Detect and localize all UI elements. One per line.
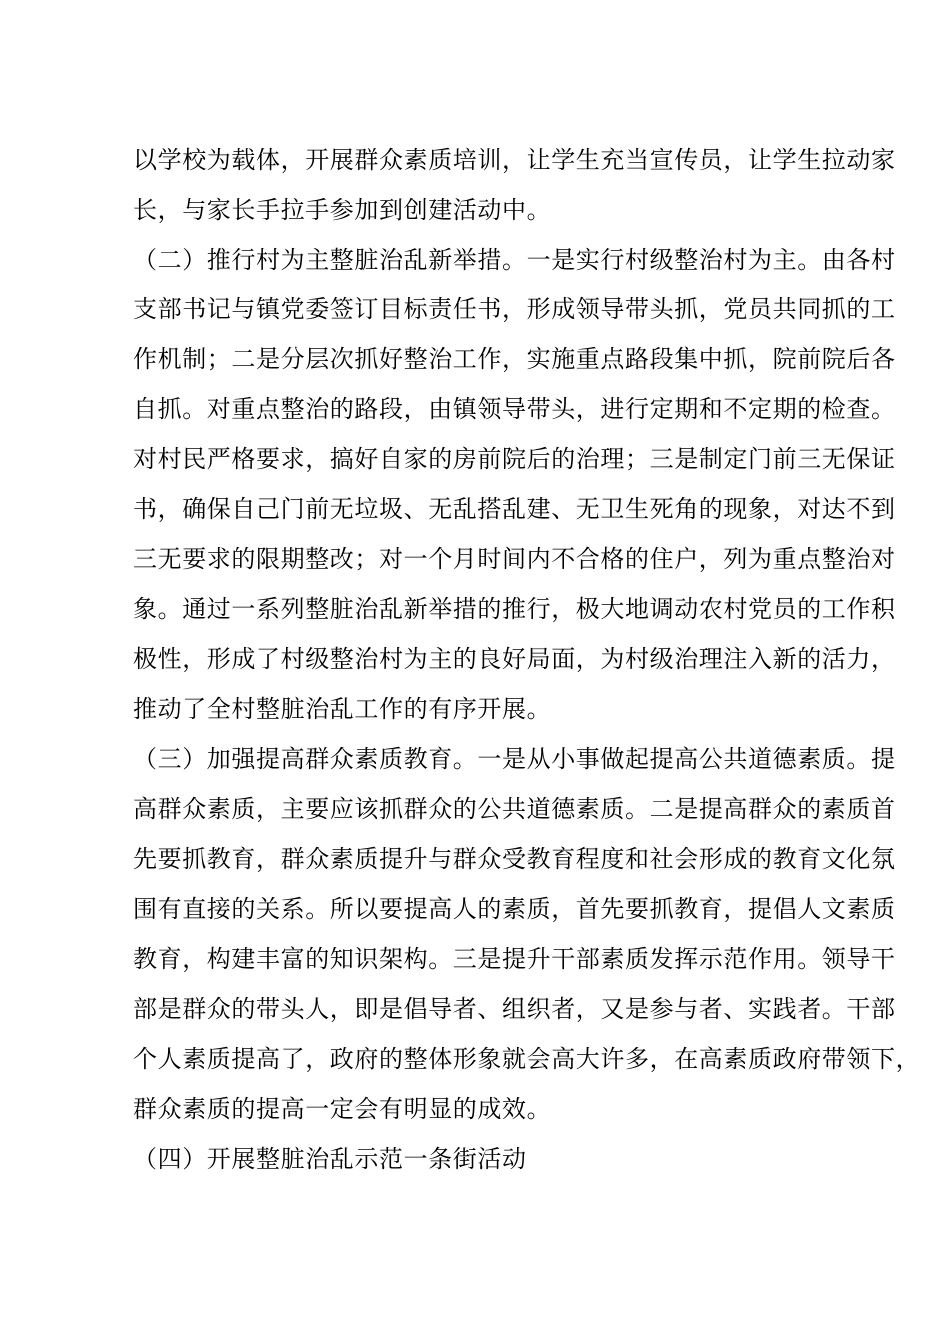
text-line: 群众素质的提高一定会有明显的成效。 [133,1095,552,1123]
text-line: 推动了全村整脏治乱工作的有序开展。 [133,695,552,723]
text-line: 象。通过一系列整脏治乱新举措的推行，极大地调动农村党员的工作积 [133,595,896,623]
text-line: 先要抓教育，群众素质提升与群众受教育程度和社会形成的教育文化氛 [133,845,896,873]
text-line: （二）推行村为主整脏治乱新举措。一是实行村级整治村为主。由各村 [133,246,896,274]
text-line: 书，确保自己门前无垃圾、无乱搭乱建、无卫生死角的现象，对达不到 [133,495,896,523]
text-line: 部是群众的带头人，即是倡导者、组织者，又是参与者、实践者。干部 [133,995,896,1023]
text-line: 自抓。对重点整治的路段，由镇领导带头，进行定期和不定期的检查。 [133,395,896,423]
text-line: 以学校为载体，开展群众素质培训，让学生充当宣传员，让学生拉动家 [133,146,896,174]
section-heading: （四）开展整脏治乱示范一条街活动 [133,1145,527,1173]
text-line: （三）加强提高群众素质教育。一是从小事做起提高公共道德素质。提 [133,745,896,773]
text-line: 对村民严格要求，搞好自家的房前院后的治理；三是制定门前三无保证 [133,445,896,473]
text-line: 高群众素质，主要应该抓群众的公共道德素质。二是提高群众的素质首 [133,795,896,823]
text-line: 长，与家长手拉手参加到创建活动中。 [133,196,552,224]
text-line: 个人素质提高了，政府的整体形象就会高大许多，在高素质政府带领下， [133,1045,921,1073]
text-line: 极性，形成了村级整治村为主的良好局面，为村级治理注入新的活力， [133,645,896,673]
text-line: 教育，构建丰富的知识架构。三是提升干部素质发挥示范作用。领导干 [133,945,896,973]
text-line: 作机制；二是分层次抓好整治工作，实施重点路段集中抓，院前院后各 [133,345,896,373]
text-line: 支部书记与镇党委签订目标责任书，形成领导带头抓，党员共同抓的工 [133,295,896,323]
text-line: 围有直接的关系。所以要提高人的素质，首先要抓教育，提倡人文素质 [133,895,896,923]
text-line: 三无要求的限期整改；对一个月时间内不合格的住户，列为重点整治对 [133,545,896,573]
